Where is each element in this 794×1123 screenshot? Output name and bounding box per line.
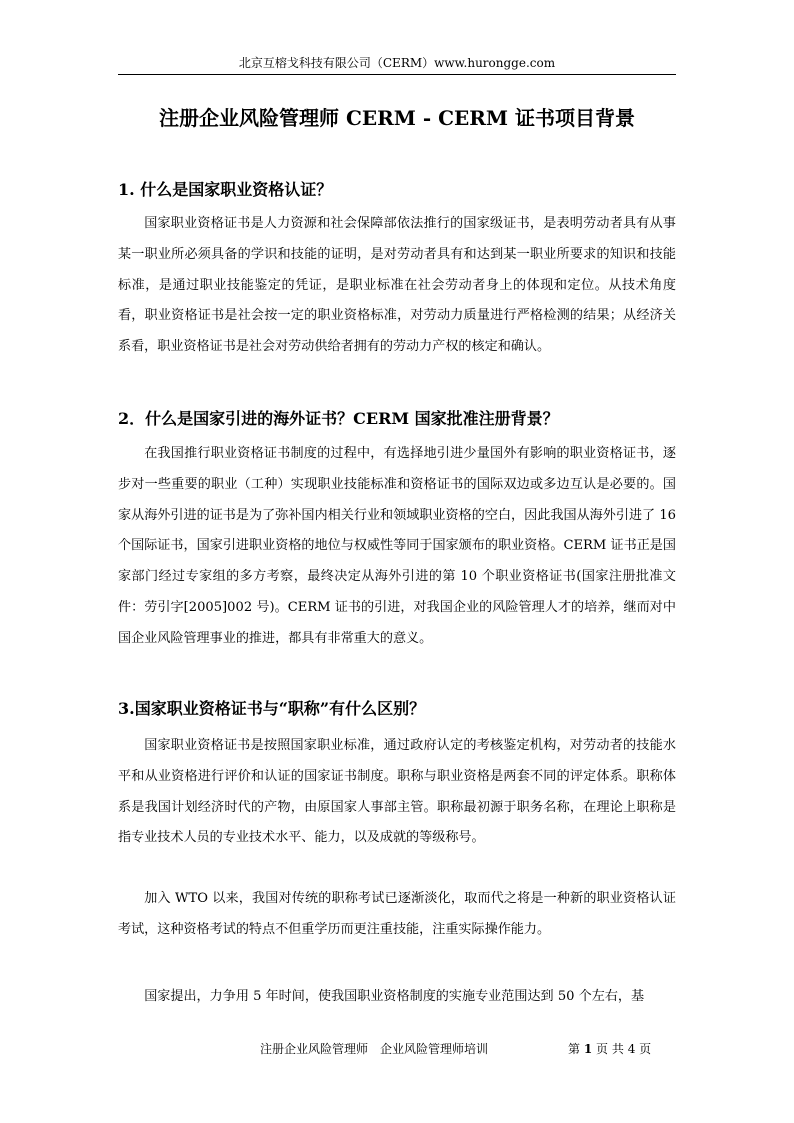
footer-page-middle: 页 共 xyxy=(596,1042,624,1056)
footer-page-prefix: 第 xyxy=(568,1042,581,1056)
document-title: 注册企业风险管理师 CERM - CERM 证书项目背景 xyxy=(159,106,635,130)
footer-page-number: 1 xyxy=(583,1042,593,1056)
footer-page-suffix: 页 xyxy=(639,1042,652,1056)
section-1-paragraph-1: 国家职业资格证书是人力资源和社会保障部依法推行的国家级证书，是表明劳动者具有从事某一职业所必须具备的学识和技能的证明，是对劳动者具有和达到某一职业所要求的知识和技能标准，是通过职业技能鉴定的凭证，是职业标准在社会劳动者身上的体现和定位。从技术角度看，职业资格证书是社会按一定的职业资格标准，对劳动力质量进行严格检测的结果；从经济关系看，职业资格证书是社会对劳动供给者拥有的劳动力产权的核定和确认。 xyxy=(118,216,676,355)
footer-course-text: 注册企业风险管理师 企业风险管理师培训 xyxy=(260,1042,489,1056)
footer-left xyxy=(260,1042,488,1056)
section-3-paragraph-3: 国家提出，力争用 5 年时间，使我国职业资格制度的实施专业范围达到 50 个左右，基 xyxy=(144,989,645,1004)
header-text: 北京互榕戈科技有限公司（CERM）www.hurongge.com xyxy=(238,56,556,70)
section-1-heading: 1. 什么是国家职业资格认证？ xyxy=(118,180,333,199)
section-3-paragraph-1: 国家职业资格证书是按照国家职业标准，通过政府认定的考核鉴定机构，对劳动者的技能水平和从业资格进行评价和认证的国家证书制度。职称与职业资格是两套不同的评定体系。职称体系是我国计划经济时代的产物，由原国家人事部主管。职称最初源于职务名称，在理论上职称是指专业技术人员的专业技术水平、能力，以及成就的等级称号。 xyxy=(118,738,676,846)
page-header xyxy=(118,56,676,75)
section-2-heading: 2．什么是国家引进的海外证书？CERM 国家批准注册背景？ xyxy=(118,409,559,428)
section-3-heading: 3.国家职业资格证书与“职称”有什么区别？ xyxy=(118,699,426,718)
section-2-paragraph-1: 在我国推行职业资格证书制度的过程中，有选择地引进少量国外有影响的职业资格证书，逐步对一些重要的职业（工种）实现职业技能标准和资格证书的国际双边或多边互认是必要的。国家从海外引进的证书是为了弥补国内相关行业和领域职业资格的空白，因此我国从海外引进了 16 个国际证书，国家引进职业资格的地位与权威性等同于国家颁布的职业资格。CERM 证书正是国家部门经过专家组的多方考察，最终决定从海外引进的第 10 个职业资格证书(国家注册批准文件：劳引字[2005]002 号)。CERM 证书的引进，对我国企业的风险管理人才的培养，继而对中国企业风险管理事业的推进，都具有非常重大的意义。 xyxy=(118,446,676,646)
footer-page-info xyxy=(568,1042,651,1056)
footer-page-total: 4 xyxy=(627,1042,636,1056)
section-3-paragraph-2: 加入 WTO 以来，我国对传统的职称考试已逐渐淡化，取而代之将是一种新的职业资格认证考试，这种资格考试的特点不但重学历而更注重技能，注重实际操作能力。 xyxy=(118,891,676,937)
